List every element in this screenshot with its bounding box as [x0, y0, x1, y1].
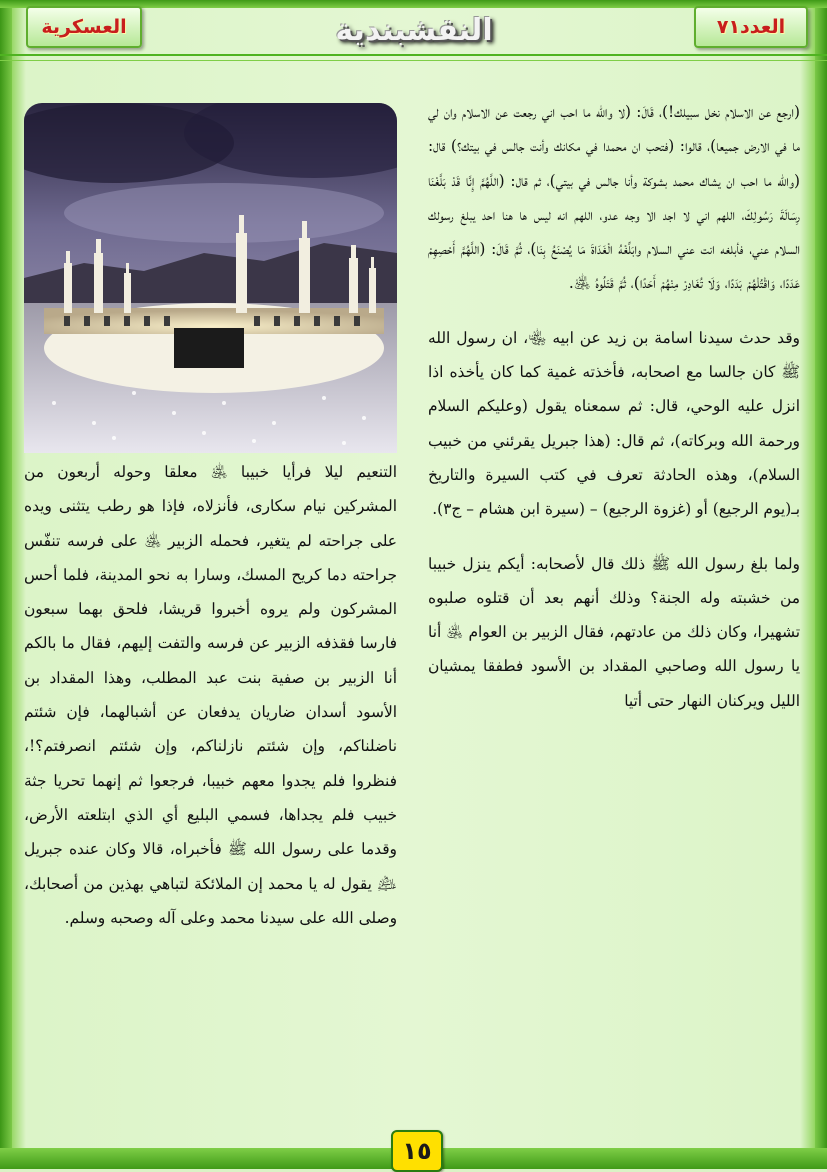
section-label: العسكرية	[26, 6, 142, 48]
header-divider-thin	[0, 60, 827, 61]
masjid-al-haram-photo	[24, 103, 397, 453]
paragraph: وقد حدث سيدنا اسامة بن زيد عن ابيه ﵄، ان رسول الله ﷺ كان جالسا مع اصحابه، فأخذته غمية كما كان يأخذه اذا انزل عليه الوحي، قال: ثم سمعناه يقول (وعليكم السلام ورحمة الله وبركاته)، ثم قال: (هذا جبريل يقرئني من خبيب السلام)، وهذه الحادثة تعرف في كتب السيرة والتاريخ بـ(يوم الرجيع) أو (غزوة الرجيع) – (سيرة ابن هشام – ج٣).	[428, 328, 800, 519]
right-border	[815, 0, 827, 1169]
paragraph: (ارجع عن الاسلام نخل سبيلك!)، قَالَ: (لا والله ما احب اني رجعت عن الاسلام وان لي ما في الارض جميعا)، قالوا: (فتحب ان محمدا في مكانك وأنت جالس في بيتك؟) قال: (والله ما احب ان يشاك محمد بشوكة وأنا جالس في بيتي)، ثم قال: (اللَّهُمَّ إِنَّا قَدْ بَلَّغْنَا رِسَالَةَ رَسُولِكَ، اللهم اني لا اجد الا وجه عدو، اللهم انه ليس ها هنا احد يبلغ رسولك السلام عني، فأبلغه انت عني السلام وابَلِّغْهُ الْغَدَاةَ مَا يُصْنَعُ بِنَا)، ثُمَّ قَالَ: (اللَّهُمَّ أَحْصِهِمْ عَدَدًا، وَاقْتُلْهُمْ بَدَدًا، وَلَا تُغَادِرْ مِنْهُمْ أَحَدًا)، ثُمَّ قَتَلُوهُ ﵁.	[428, 103, 800, 293]
right-text-column	[428, 95, 800, 718]
page-number: ١٥	[391, 1130, 443, 1172]
paragraph: التنعيم ليلا فرأيا خبيبا ﵁ معلقا وحوله أربعون من المشركين نيام سكارى، فأنزلاه، فإذا هو رطب يتثنى ويده على جراحته لم يتغير، فحمله الزبير ﵁ على فرسه تنفّس جراحته دما كريح المسك، وسارا به نحو المدينة، فلما أحس المشركون ولم يروه أخبروا قريشا، فلحق بهما سبعون فارسا فقذفه الزبير عن فرسه والتفت إليهم، فقال ما بالكم أنا الزبير بن صفية بنت عبد المطلب، وهذا المقداد بن الأسود أسدان ضاريان يدفعان عن أشبالهما، فإن شئتم ناضلناكم، وإن شئتم نازلناكم، وإن شئتم انصرفتم؟!، فنظروا فلم يجدوا معهم خبيبا، فرجعوا ثم إنهما تحريا جثة خبيب فلم يجداها، فسمي البليع أي الذي ابتلعته الأرض، وقدما على رسول الله ﷺ فأخبراه، قالا وكان عنده جبريل ﵇ يقول له يا محمد إن الملائكة لتباهي بهذين من أصحابك، وصلى الله على سيدنا محمد وعلى آله وصحبه وسلم.	[24, 463, 397, 927]
issue-number-label: العدد٧١	[694, 6, 808, 48]
magazine-title: النقشبندية	[335, 12, 493, 48]
left-border	[0, 0, 12, 1169]
header-divider	[0, 54, 827, 56]
paragraph: ولما بلغ رسول الله ﷺ ذلك قال لأصحابه: أيكم ينزل خبيبا من خشبته وله الجنة؟ وذلك أنهم بعد أن قتلوه صلبوه تشهيرا، وكان ذلك من عادتهم، فقال الزبير بن العوام ﵁ أنا يا رسول الله وصاحبي المقداد بن الأسود فطفقا يمشيان الليل ويركنان النهار حتى أتيا	[428, 554, 800, 710]
left-text-column	[24, 455, 397, 935]
